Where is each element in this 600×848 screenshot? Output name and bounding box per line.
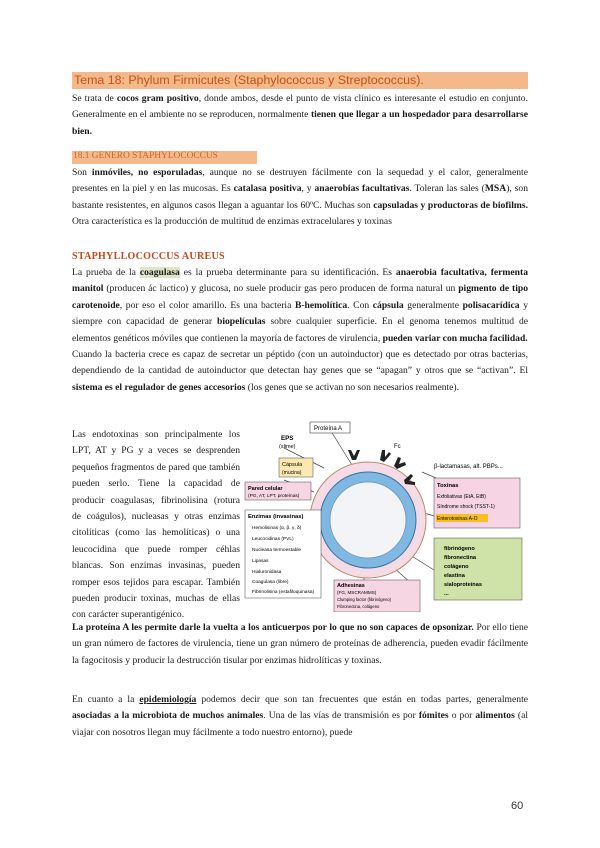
aureus-paragraph: La prueba de la coagulasa es la prueba determinante para su identificación. Es anaerobia facultativa, fermenta manitol (producen ác lactico) y glucosa, no suele producir gas pero producen de forma natural un pigmento de tipo carotenoide, por eso el color amarillo. Es una bacteria B-hemolítica. Con cápsula generalmente polisacarídica y siempre con capacidad de generar biopelículas sobre cualquier superficie. En el genoma tenemos multitud de elementos genéticos móviles que contienen la mayoría de factores de virulencia, pueden variar con mucha facilidad. bbox=[72, 267, 528, 344]
svg-text:Adhesinas: Adhesinas bbox=[337, 583, 365, 589]
svg-text:Toxinas: Toxinas bbox=[437, 483, 459, 489]
svg-text:Fibronectina, colágeno: Fibronectina, colágeno bbox=[337, 604, 380, 609]
svg-text:Cápsula: Cápsula bbox=[282, 462, 303, 468]
svg-text:Enterotoxinas A-O: Enterotoxinas A-O bbox=[437, 516, 478, 522]
svg-text:Fc: Fc bbox=[394, 444, 401, 450]
svg-text:elastina: elastina bbox=[444, 573, 465, 579]
svg-text:Proteína A: Proteína A bbox=[314, 426, 343, 432]
svg-text:Exfoliativas (EtA, EtB): Exfoliativas (EtA, EtB) bbox=[437, 494, 486, 500]
svg-text:...: ... bbox=[444, 591, 449, 597]
chapter-title: Tema 18: Phylum Firmicutes (Staphylococcus y Streptococcus). bbox=[74, 73, 424, 87]
svg-text:(FG, MSCRAMMS): (FG, MSCRAMMS) bbox=[337, 590, 377, 595]
svg-text:Síndrome shock (TSST-1): Síndrome shock (TSST-1) bbox=[437, 504, 495, 510]
epidemiology-paragraph: En cuanto a la epidemiología podemos decir que son tan frecuentes que están en todas partes, generalmente asociadas a la microbiota de muchos animales. Una de las vías de transmisión es por fómites o por alimentos (al viajar con nosotros llegan muy fácilmente a todo nuestro entorno), puede bbox=[72, 694, 528, 738]
cytoplasm bbox=[330, 482, 406, 558]
svg-text:sialoproteínas: sialoproteínas bbox=[444, 582, 482, 588]
protein-a-paragraph: La proteína A les permite darle la vuelta a los anticuerpos por lo que no son capaces de opsonizar. Por ello tiene un gran número de factores de virulencia, tiene un gran número de proteínas de adherencia, pueden evadir fácilmente la fagocitosis y producir la destrucción tisular por enzimas hidrolíticas y toxinas. bbox=[72, 622, 528, 666]
endotoxin-paragraph: Las endotoxinas son principalmente los LPT, AT y PG y a veces se desprenden pequeños fragmentos de pared que también pueden serlo. Tiene la capacidad de producir coagulasas, fibrinolisina (rotura de coágulos), nucleasas y otras enzimas citolíticas (como las hemolíticas) o una leucocidina que puede romper céhlas blancas. Son enzimas invasinas, pueden romper esos tejidos para escapar. También pueden producir toxinas, muchas de ellas con carácter superantigénico. bbox=[72, 429, 240, 621]
species-subtitle: STAPHYLLOCOCCUS AUREUS bbox=[72, 251, 225, 262]
svg-text:Leucocidinas (PVL): Leucocidinas (PVL) bbox=[252, 537, 294, 542]
intro-paragraph: Se trata de cocos gram positivo, donde ambos, desde el punto de vista clínico es interesante el estudio en conjunto. Generalmente en el ambiente no se reproducen, normalmente tienen que llegar a un hospedador para desarrollarse bien. bbox=[72, 93, 528, 137]
svg-text:(mucina): (mucina) bbox=[282, 470, 302, 476]
virulence-factors-diagram bbox=[244, 420, 530, 612]
svg-text:fibrinógeno: fibrinógeno bbox=[444, 546, 475, 552]
svg-text:(slime): (slime) bbox=[279, 444, 296, 450]
section-heading: 18.1 GENERO STAPHYLOCOCCUS bbox=[73, 151, 218, 161]
svg-text:Enzimas (invasinas): Enzimas (invasinas) bbox=[248, 514, 304, 520]
page-number: 60 bbox=[511, 800, 524, 812]
quorum-paragraph: Cuando la bacteria crece es capaz de secretar un péptido (con un autoinductor) que es detectado por otras bacterias, dependiendo de la cantidad de autoinductor que detectan hay genes que se “apagan” y otros que se “activan”. El sistema es el regulador de genes accesorios (los genes que se activan no son necesarios realmente). bbox=[72, 349, 528, 393]
chapter-title-bar bbox=[72, 72, 528, 89]
section-heading-bar bbox=[72, 151, 257, 164]
svg-text:Fibrinolisina (estafiloquinasa: Fibrinolisina (estafiloquinasa) bbox=[252, 590, 315, 595]
svg-text:Coagulasa (libre): Coagulasa (libre) bbox=[252, 580, 289, 585]
svg-text:Lipasas: Lipasas bbox=[252, 559, 269, 564]
svg-text:Hemolisinas (α, β, γ, δ): Hemolisinas (α, β, γ, δ) bbox=[252, 526, 302, 531]
svg-text:Nucleasa termoestable: Nucleasa termoestable bbox=[252, 548, 302, 553]
svg-text:colágeno: colágeno bbox=[444, 564, 469, 570]
svg-text:fibronectina: fibronectina bbox=[444, 555, 477, 561]
svg-text:EPS: EPS bbox=[281, 435, 294, 442]
genus-paragraph: Son inmóviles, no esporuladas, aunque no se destruyen fácilmente con la sequedad y el calor, generalmente presentes en la piel y en las mucosas. Es catalasa positiva, y anaerobias facultativas. Toleran las sales (MSA), son bastante resistentes, en algunos casos llegan a aguantar los 60ºC. Muchas son capsuladas y productoras de biofilms. Otra característica es la producción de multitud de enzimas extracelulares y toxinas bbox=[72, 167, 528, 228]
svg-text:(PG, AT, LPT, proteínas): (PG, AT, LPT, proteínas) bbox=[248, 494, 300, 499]
svg-text:Clumping factor (fibrinógeno): Clumping factor (fibrinógeno) bbox=[337, 597, 391, 602]
svg-text:Hialuronidasa: Hialuronidasa bbox=[252, 570, 282, 575]
svg-text:Pared celular: Pared celular bbox=[248, 486, 283, 492]
svg-text:β-lactamasas, alt. PBPs...: β-lactamasas, alt. PBPs... bbox=[434, 464, 503, 470]
